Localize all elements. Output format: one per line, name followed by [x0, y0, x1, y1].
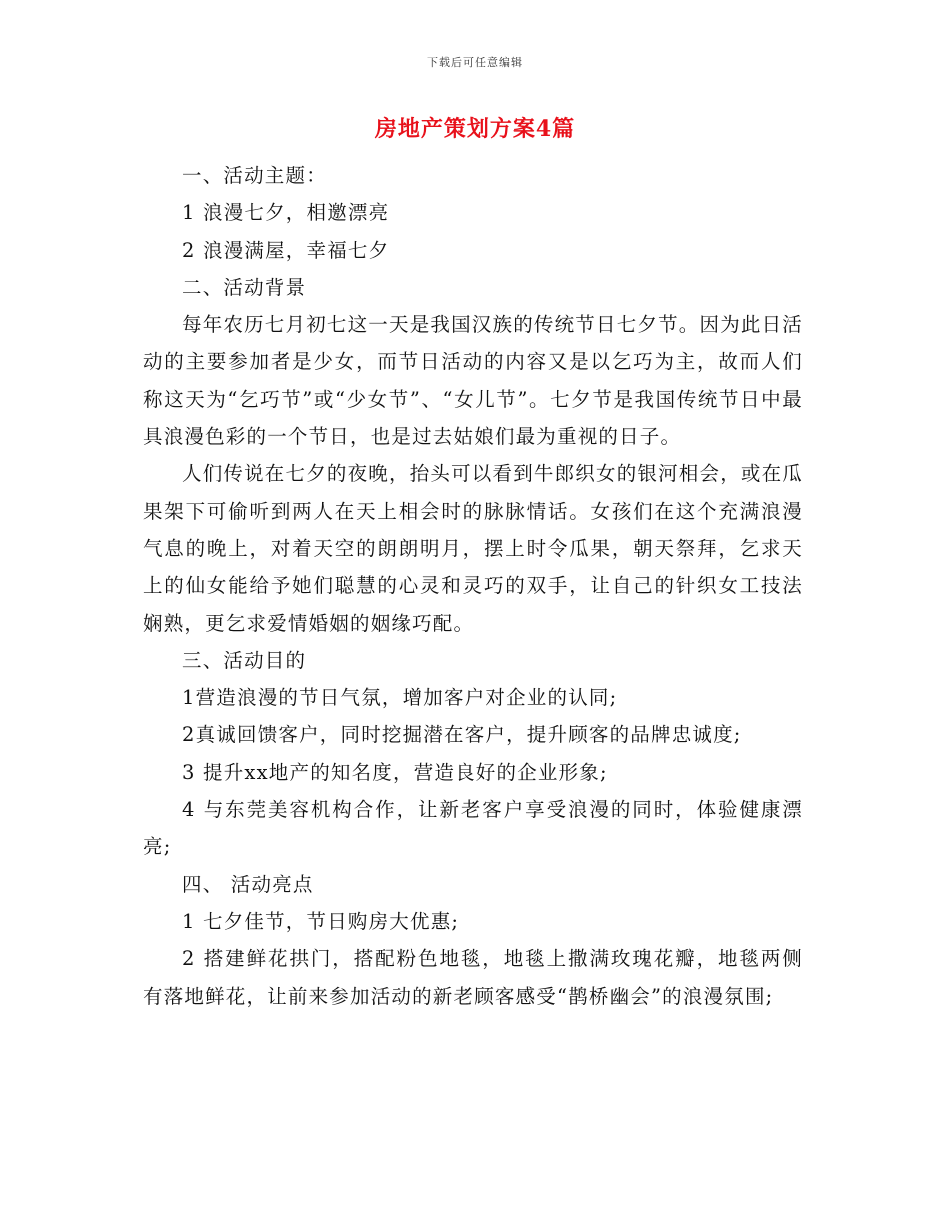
paragraph: 2 浪漫满屋，幸福七夕 — [182, 238, 390, 262]
document-body — [143, 157, 803, 1015]
paragraph: 3 提升xx地产的知名度，营造良好的企业形象; — [182, 760, 608, 784]
paragraph: 每年农历七月初七这一天是我国汉族的传统节日七夕节。因为此日活动的主要参加者是少女，而节日活动的内容又是以乞巧为主，故而人们称这天为“乞巧节”或“少女节”、“女儿节”。七夕节是我国传统节日中最具浪漫色彩的一个节日，也是过去姑娘们最为重视的日子。 — [143, 313, 804, 449]
paragraph: 1营造浪漫的节日气氛，增加客户对企业的认同; — [182, 686, 618, 710]
paragraph: 4 与东莞美容机构合作，让新老客户享受浪漫的同时，体验健康漂亮; — [143, 798, 803, 859]
document-title: 房地产策划方案4篇 — [374, 116, 576, 142]
paragraph: 三、活动目的 — [182, 648, 307, 672]
paragraph: 二、活动背景 — [182, 275, 307, 299]
paragraph: 人们传说在七夕的夜晚，抬头可以看到牛郎织女的银河相会，或在瓜果架下可偷听到两人在天上相会时的脉脉情话。女孩们在这个充满浪漫气息的晚上，对着天空的朗朗明月，摆上时令瓜果，朝天祭拜，乞求天上的仙女能给予她们聪慧的心灵和灵巧的双手，让自己的针织女工技法娴熟，更乞求爱情婚姻的姻缘巧配。 — [143, 462, 804, 635]
paragraph: 2真诚回馈客户，同时挖掘潜在客户，提升顾客的品牌忠诚度; — [182, 723, 742, 747]
paragraph: 一、活动主题： — [182, 164, 327, 187]
paragraph: 1 七夕佳节，节日购房大优惠; — [182, 909, 460, 933]
paragraph: 1 浪漫七夕，相邀漂亮 — [182, 201, 390, 225]
page-header-note: 下载后可任意编辑 — [427, 56, 523, 69]
paragraph: 四、 活动亮点 — [182, 872, 314, 896]
paragraph: 2 搭建鲜花拱门，搭配粉色地毯，地毯上撒满玫瑰花瓣，地毯两侧有落地鲜花，让前来参加活动的新老顾客感受“鹊桥幽会”的浪漫氛围; — [143, 947, 803, 1008]
